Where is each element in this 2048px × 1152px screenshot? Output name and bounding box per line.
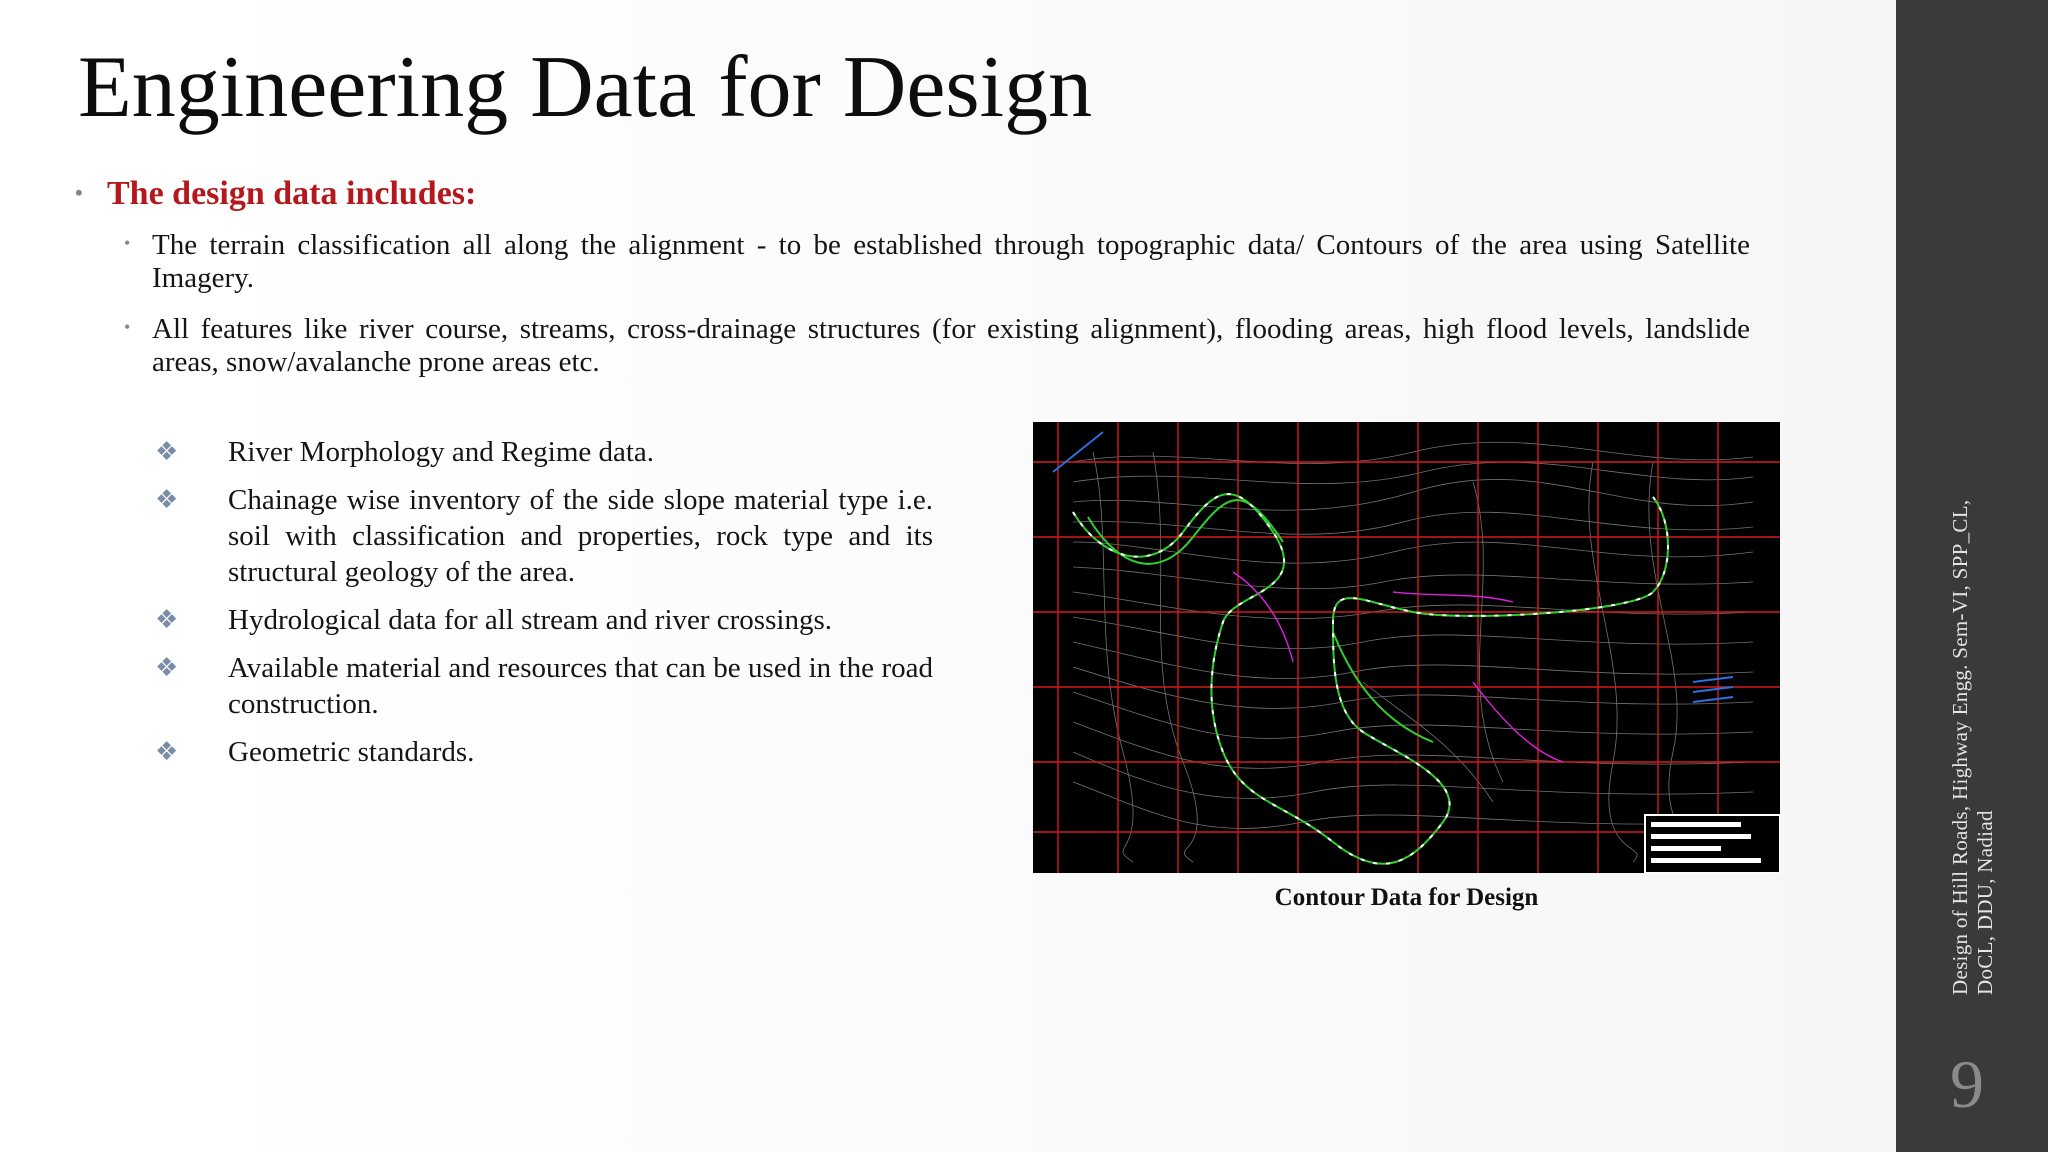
section-heading-text: The design data includes:	[107, 175, 477, 212]
list-item-text: Available material and resources that can be used in the road construction.	[228, 652, 933, 720]
contour-map-image	[1033, 422, 1780, 873]
list-item	[155, 734, 933, 770]
figure-caption: Contour Data for Design	[1274, 884, 1539, 911]
bullet-text: The terrain classification all along the alignment - to be established through topographic data/ Contours of the area using Satellite Imagery.	[152, 229, 1750, 294]
diamond-bullet-icon: ❖	[155, 737, 179, 767]
footer-text: Design of Hill Roads, Highway Engg. Sem-VI, SPP_CL, DoCL, DDU, Nadiad	[1948, 499, 1997, 995]
list-item	[155, 434, 933, 470]
bullet-item	[124, 229, 1750, 295]
list-item	[155, 602, 933, 638]
diamond-bullet-icon: ❖	[155, 653, 179, 683]
slide-title: Engineering Data for Design	[78, 39, 1093, 136]
bullet-dot-icon: •	[124, 233, 131, 253]
diamond-bullet-icon: ❖	[155, 485, 179, 515]
page-number: 9	[1950, 1046, 1984, 1122]
bullet-dot-icon: •	[124, 317, 131, 337]
bullet-text: All features like river course, streams, cross-drainage structures (for existing alignment), flooding areas, high flood levels, landslide areas, snow/avalanche prone areas etc.	[152, 313, 1750, 378]
design-data-list	[155, 434, 933, 782]
list-item-text: River Morphology and Regime data.	[228, 436, 655, 468]
bullet-item	[124, 313, 1750, 379]
list-item	[155, 482, 933, 590]
section-heading	[75, 174, 476, 216]
list-item	[155, 650, 933, 722]
contour-map-drawing	[1033, 422, 1780, 873]
bullet-dot-icon: •	[75, 180, 83, 206]
list-item-text: Geometric standards.	[228, 736, 475, 768]
diamond-bullet-icon: ❖	[155, 605, 179, 635]
diamond-bullet-icon: ❖	[155, 437, 179, 467]
list-item-text: Chainage wise inventory of the side slope material type i.e. soil with classification and properties, rock type and its structural geology of the area.	[228, 484, 933, 588]
title-block	[1645, 815, 1780, 873]
list-item-text: Hydrological data for all stream and river crossings.	[228, 604, 832, 636]
